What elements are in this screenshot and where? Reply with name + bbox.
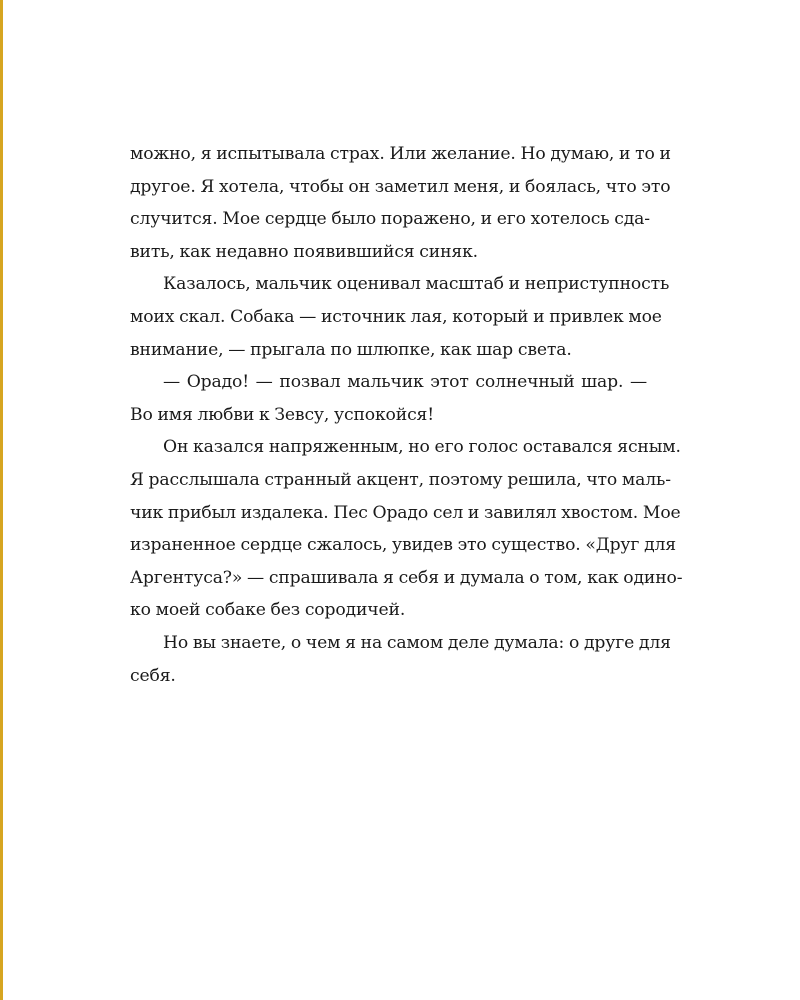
text-line: Во имя любви к Зевсу, успокойся! <box>130 404 434 425</box>
text-line: себя. <box>130 665 176 686</box>
text-line: случится. Мое сердце было поражено, и его хотелось сда- <box>130 209 650 230</box>
text-line: израненное сердце сжалось, увидев это существо. «Друг для <box>130 535 676 556</box>
paragraph-2 <box>130 268 670 366</box>
text-line: чик прибыл издалека. Пес Орадо сел и завилял хвостом. Мое <box>130 502 681 523</box>
text-line: вить, как недавно появившийся синяк. <box>130 241 478 262</box>
text-line: Он казался напряженным, но его голос оставался ясным. <box>163 437 681 458</box>
paragraph-1 <box>130 138 671 268</box>
paragraph-4 <box>130 431 683 627</box>
paragraph-3 <box>130 366 647 431</box>
text-line: ко моей собаке без сородичей. <box>130 600 406 621</box>
text-line: Я расслышала странный акцент, поэтому решила, что маль- <box>130 469 671 490</box>
paragraph-5 <box>130 627 671 692</box>
text-line: другое. Я хотела, чтобы он заметил меня, и боялась, что это <box>130 176 671 197</box>
text-line: Казалось, мальчик оценивал масштаб и неприступность <box>163 274 670 295</box>
text-line: можно, я испытывала страх. Или желание. Но думаю, и то и <box>130 144 671 164</box>
text-line: моих скал. Собака — источник лая, который и привлек мое <box>130 306 662 327</box>
text-line: Но вы знаете, о чем я на самом деле думала: о друге для <box>163 632 671 653</box>
text-line: внимание, — прыгала по шлюпке, как шар света. <box>130 339 572 360</box>
text-line: — Орадо! — позвал мальчик этот солнечный шар. — <box>163 372 647 393</box>
text-line: Аргентуса?» — спрашивала я себя и думала о том, как одино- <box>130 567 683 588</box>
page-edge-line <box>0 0 3 1000</box>
page-body-text <box>130 138 683 692</box>
